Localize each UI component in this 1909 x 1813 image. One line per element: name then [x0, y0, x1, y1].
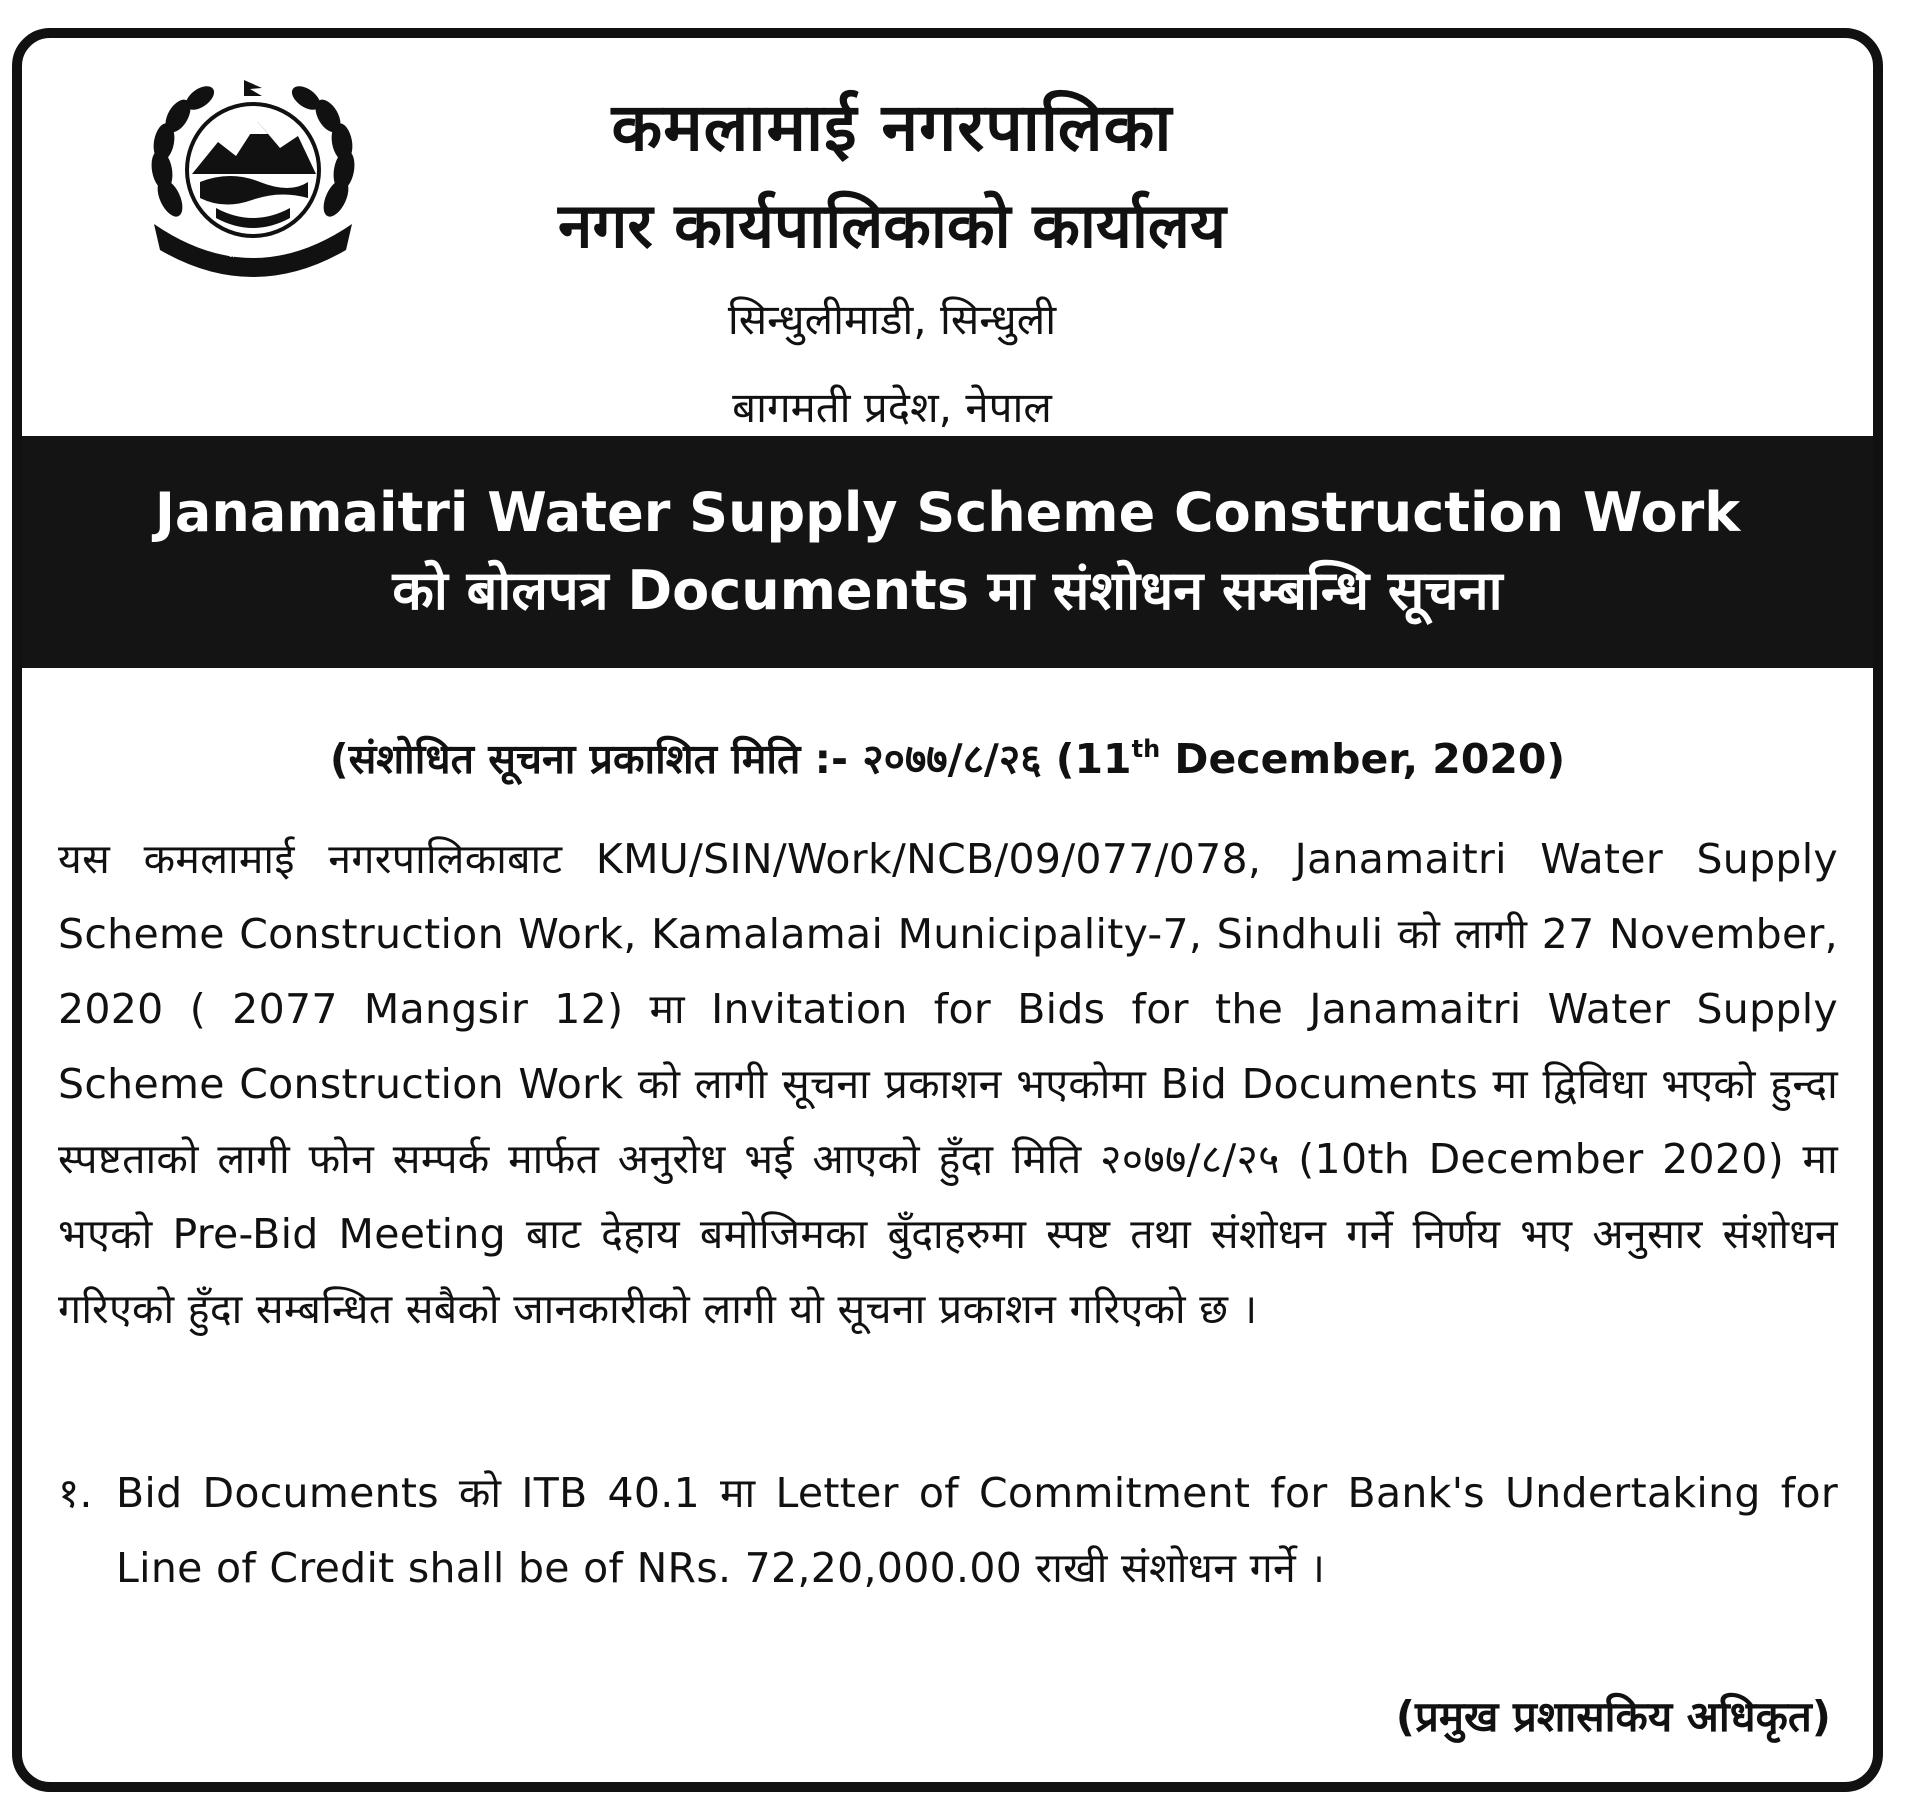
notice-title-line-2: को बोलपत्र Documents मा संशोधन सम्बन्धि सूचना	[392, 559, 1503, 622]
municipality-name: कमलामाई नगरपालिका	[611, 89, 1173, 166]
address-line-1: सिन्धुलीमाडी, सिन्धुली	[727, 295, 1057, 344]
emblem-motto: जननी जन्मभूमिश्च स्वर्गादपि गरीयसी	[181, 229, 325, 259]
notice-title-banner	[22, 436, 1873, 668]
signatory-title: (प्रमुख प्रशासकिय अधिकृत)	[1395, 1692, 1831, 1741]
publication-date-suffix: December, 2020)	[1160, 735, 1566, 783]
notice-frame	[12, 28, 1883, 1792]
office-name: नगर कार्यपालिकाको कार्यालय	[558, 189, 1226, 262]
list-item	[58, 1456, 1838, 1606]
letterhead	[322, 78, 1462, 450]
amendment-list	[58, 1456, 1838, 1606]
publication-date-prefix: (संशोधित सूचना प्रकाशित मिति :- २०७७/८/२६ (11	[329, 735, 1132, 783]
publication-date-ordinal: th	[1131, 735, 1161, 763]
notice-title-line-1: Janamaitri Water Supply Scheme Construction Work	[154, 481, 1741, 544]
list-item-number: १.	[58, 1469, 93, 1517]
revised-publication-date	[22, 728, 1873, 790]
address-line-2: बागमती प्रदेश, नेपाल	[732, 383, 1052, 432]
list-item-text: Bid Documents को ITB 40.1 मा Letter of Commitment for Bank's Undertaking for Line of Credit shall be of NRs. 72,20,000.00 राखी संशोधन गर्ने ।	[116, 1469, 1838, 1592]
notice-body-paragraph: यस कमलामाई नगरपालिकाबाट KMU/SIN/Work/NCB/09/077/078, Janamaitri Water Supply Scheme Construction Work, Kamalamai Municipality-7, Sindhuli को लागी 27 November, 2020 ( 2077 Mangsir 12) मा Invitation for Bids for the Janamaitri Water Supply Scheme Construction Work को लागी सूचना प्रकाशन भएकोमा Bid Documents मा द्विविधा भएको हुन्दा स्पष्टताको लागी फोन सम्पर्क मार्फत अनुरोध भई आएको हुँदा मिति २०७७/८/२५ (10th December 2020) मा भएको Pre-Bid Meeting बाट देहाय बमोजिमका बुँदाहरुमा स्पष्ट तथा संशोधन गर्ने निर्णय भए अनुसार संशोधन गरिएको हुँदा सम्बन्धित सबैको जानकारीको लागी यो सूचना प्रकाशन गरिएको छ ।	[58, 835, 1838, 1333]
